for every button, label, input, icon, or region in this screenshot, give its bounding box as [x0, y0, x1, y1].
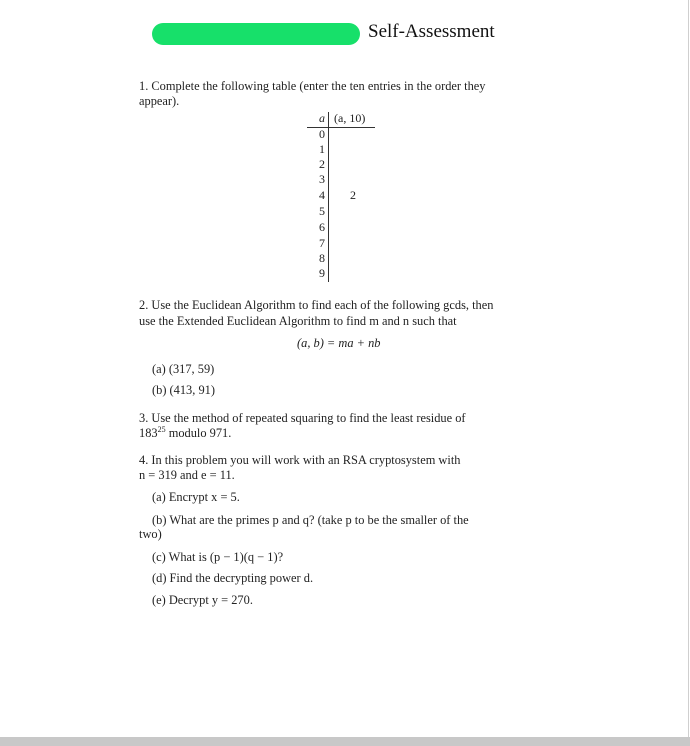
q2-equation: (a, b) = ma + nb: [297, 336, 381, 350]
q4-part-b-line1: (b) What are the primes p and q? (take p to be the smaller of the: [152, 513, 469, 527]
q4-part-d: (d) Find the decrypting power d.: [152, 571, 314, 585]
table-header-a: a: [319, 111, 325, 125]
table-row-a-2: 2: [319, 157, 325, 171]
table-vertical-rule: [328, 112, 329, 282]
q2-part-a: (a) (317, 59): [152, 362, 215, 376]
table-row-a-3: 3: [319, 172, 325, 186]
table-row-a-8: 8: [319, 251, 325, 265]
table-row-a-9: 9: [319, 266, 325, 280]
q3-text-line2: [139, 426, 231, 441]
table-row-a-6: 6: [319, 220, 325, 234]
q4-text-line2: n = 319 and e = 11.: [139, 468, 235, 482]
q4-text-line1: 4. In this problem you will work with an RSA cryptosystem with: [139, 453, 461, 467]
redaction-mark: [152, 23, 360, 45]
q4-part-e: (e) Decrypt y = 270.: [152, 593, 253, 607]
q2-text-line1: 2. Use the Euclidean Algorithm to find each of the following gcds, then: [139, 298, 494, 312]
q3-exponent: 25: [157, 424, 166, 434]
table-row-a-5: 5: [319, 204, 325, 218]
horizontal-scrollbar[interactable]: [0, 737, 690, 746]
table-row-a-0: 0: [319, 127, 325, 141]
table-header-fn: (a, 10): [334, 111, 366, 125]
q1-text-line1: 1. Complete the following table (enter the ten entries in the order they: [139, 79, 486, 93]
table-value-row-4: 2: [350, 188, 356, 202]
q1-text-line2: appear).: [139, 94, 180, 108]
q4-part-b-line2: two): [139, 527, 162, 541]
q3-text-line1: 3. Use the method of repeated squaring to find the least residue of: [139, 411, 466, 425]
table-row-a-7: 7: [319, 236, 325, 250]
q2-text-line2: use the Extended Euclidean Algorithm to find m and n such that: [139, 314, 457, 328]
q2-part-b: (b) (413, 91): [152, 383, 215, 397]
q4-part-a: (a) Encrypt x = 5.: [152, 490, 240, 504]
q3-base: 183: [139, 426, 158, 440]
q3-modulo: modulo 971.: [165, 426, 232, 440]
table-row-a-1: 1: [319, 142, 325, 156]
page-title: Self-Assessment: [368, 21, 495, 42]
table-row-a-4: 4: [319, 188, 325, 202]
q4-part-c: (c) What is (p − 1)(q − 1)?: [152, 550, 284, 564]
